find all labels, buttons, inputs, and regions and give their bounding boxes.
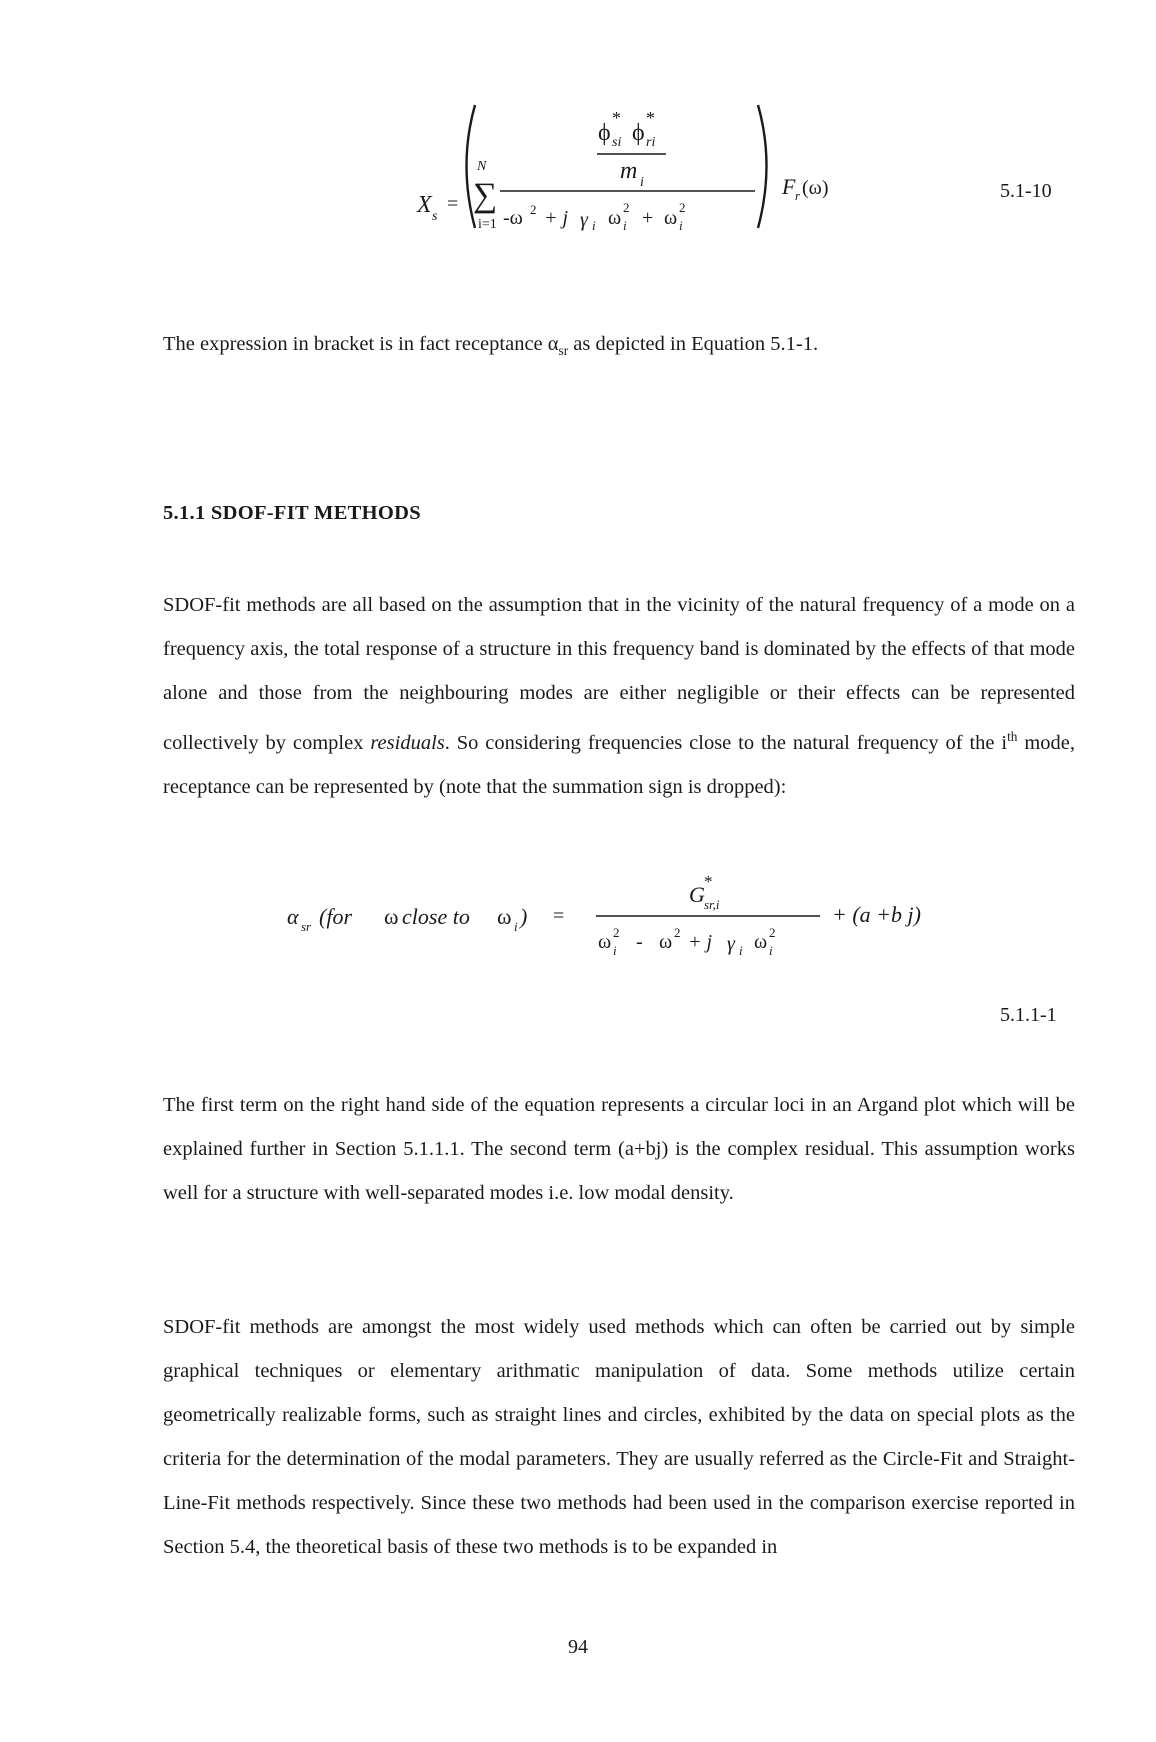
eq1-den-omega-i2-sub: i [679,218,683,233]
residuals-emphasis: residuals [370,731,445,754]
eq1-sum-symbol: ∑ [473,177,498,214]
paragraph-sdof-methods: SDOF-fit methods are amongst the most widely used methods which can often be carried out by simple graphical techniques or elementary arithmatic manipulation of data. Some methods utilize certain geometrically realizable forms, such as straight lines and circles, exhibited by the data on special plots as the criteria for the determination of the modal parameters. They are usually referred as the Circle-Fit and Straight-Line-Fit methods respectively. Since these two methods had been used in the comparison exercise reported in Section 5.4, the theoretical basis of these two methods is to be expanded in [163,1316,1075,1558]
eq2-den-gamma: γ [727,933,735,955]
eq1-phi2-star: * [646,108,655,128]
eq1-force-arg: (ω) [802,177,829,199]
eq2-equals: = [553,905,565,927]
sentence-end: as depicted in Equation 5.1-1. [568,333,819,355]
page-number: 94 [568,1636,588,1658]
eq2-den-omega-i-exp: 2 [613,925,620,940]
eq1-phi1: ϕ [598,120,611,146]
paragraph-circular-loci: The first term on the right hand side of the equation represents a circular loci in an Argand plot which will be explained further in Section 5.1.1.1. The second term (a+bj) is the complex residual. This assumption works well for a structure with well-separated modes i.e. low modal density. [163,1094,1075,1204]
eq1-den-omega: -ω [503,207,523,229]
eq2-den-omega-i2-sub: i [769,943,773,958]
eq2-alpha-sub: sr [301,919,312,934]
eq1-den-omega-exp: 2 [530,202,537,217]
equation-5-1-10 [0,0,1156,280]
equation-reference-sentence [163,322,1075,373]
eq1-phi1-sub: si [612,135,622,150]
eq1-right-paren [758,105,767,228]
eq2-den-omega-exp: 2 [674,925,681,940]
eq1-den-plus-j: + j [544,207,569,229]
eq1-den-omega-i-exp: 2 [623,200,630,215]
paragraph-1-start: SDOF-fit methods are all based on the assumption that in the vicinity of the natural frequency of a mode on a frequency axis, the total response of a structure in this frequency band is dominated by the effects of that mode alone and those from the neighbouring modes are either negligible or their effects can be represented collectively by complex [163,594,1075,754]
eq1-modal-mass-sub: i [640,175,644,190]
eq1-den-omega-i-sub: i [623,218,627,233]
eq2-condition-open: (for [319,904,352,929]
eq2-den-plus-j: + j [688,931,713,953]
eq1-force-sub: r [795,188,801,203]
eq1-modal-mass: m [620,158,638,184]
equation-5-1-1-1 [0,860,1156,970]
alpha-symbol: α [547,333,559,355]
eq2-condition-close: ) [520,904,528,929]
eq2-condition-omega-i: ω [497,904,512,929]
eq2-condition-omega-i-sub: i [514,919,518,934]
equation-number-5-1-1-1: 5.1.1-1 [1000,1004,1057,1026]
eq1-den-omega-i: ω [608,207,622,229]
section-heading: 5.1.1 SDOF-FIT METHODS [163,502,421,524]
eq1-den-plus: + [642,207,654,229]
eq1-den-gamma: γ [580,209,588,231]
eq1-lhs: X [417,192,432,218]
eq2-alpha: α [287,904,299,929]
eq2-G: G [689,882,705,907]
eq2-den-omega-i2: ω [754,931,768,953]
eq1-sum-lower: i=1 [478,217,497,232]
eq2-condition-omega: ω [384,904,399,929]
eq1-den-gamma-sub: i [592,218,596,233]
eq1-lhs-sub: s [432,209,438,224]
sentence-start: The expression in bracket is in fact receptance [163,333,548,355]
eq2-den-omega-i2-exp: 2 [769,925,776,940]
eq2-G-sub: sr,i [704,897,720,912]
equation-number-5-1-10: 5.1-10 [1000,180,1052,202]
eq1-den-omega-i2: ω [664,207,678,229]
paragraph-sdof-assumption [163,583,1075,809]
eq1-den-omega-i2-exp: 2 [679,200,686,215]
eq2-G-star: * [704,872,713,891]
eq2-residual: + (a +b j) [832,902,921,927]
eq1-phi1-star: * [612,108,621,128]
eq1-phi2: ϕ [632,120,645,146]
eq1-phi2-sub: ri [646,135,656,150]
eq2-den-omega-i-sub: i [613,943,617,958]
eq2-den-omega: ω [659,931,673,953]
eq1-force: F [782,174,796,199]
eq2-den-omega-i: ω [598,931,612,953]
eq2-den-gamma-sub: i [739,943,743,958]
paragraph-1-end: mode, receptance can be represented by (note that the summation sign is dropped): [163,731,1075,798]
alpha-subscript: sr [558,343,569,359]
ordinal-superscript: th [1007,729,1018,744]
eq2-close-to: close to [402,904,470,929]
eq2-den-minus: - [636,931,643,953]
eq1-sum-upper: N [477,159,487,174]
eq1-equals: = [447,193,459,215]
paragraph-1-middle: . So considering frequencies close to the natural frequency of the i [444,731,1008,754]
